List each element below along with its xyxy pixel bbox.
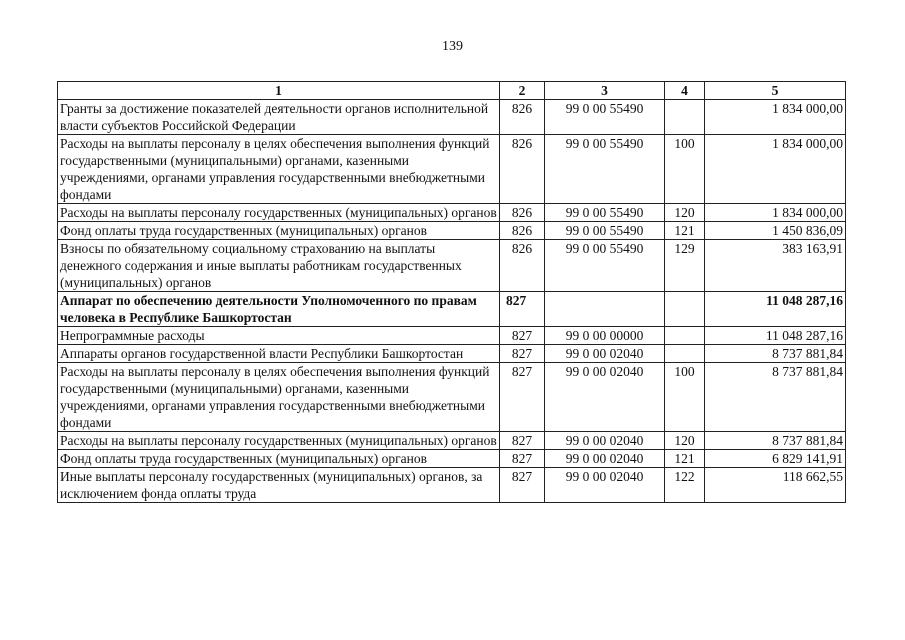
table-row bbox=[58, 468, 846, 503]
row-expense-type: 120 bbox=[665, 204, 705, 222]
row-target-code: 99 0 00 02040 bbox=[545, 450, 665, 468]
header-row bbox=[58, 82, 846, 100]
row-expense-type: 121 bbox=[665, 222, 705, 240]
column-header-3: 3 bbox=[545, 82, 665, 100]
column-header-1: 1 bbox=[58, 82, 500, 100]
row-expense-type: 100 bbox=[665, 135, 705, 204]
row-department-code: 827 bbox=[500, 432, 545, 450]
row-amount: 11 048 287,16 bbox=[705, 327, 846, 345]
row-name: Фонд оплаты труда государственных (муниципальных) органов bbox=[58, 222, 500, 240]
row-name: Расходы на выплаты персоналу государственных (муниципальных) органов bbox=[58, 432, 500, 450]
row-name: Расходы на выплаты персоналу в целях обеспечения выполнения функций государственными (муниципальными) органами, казенными учреждениями, органами управления государственными внебюджетными фондами bbox=[58, 363, 500, 432]
row-name: Аппараты органов государственной власти Республики Башкортостан bbox=[58, 345, 500, 363]
row-name: Фонд оплаты труда государственных (муниципальных) органов bbox=[58, 450, 500, 468]
row-amount: 1 834 000,00 bbox=[705, 204, 846, 222]
row-target-code: 99 0 00 00000 bbox=[545, 327, 665, 345]
row-target-code: 99 0 00 55490 bbox=[545, 100, 665, 135]
row-department-code: 826 bbox=[500, 204, 545, 222]
row-name: Аппарат по обеспечению деятельности Уполномоченного по правам человека в Республике Башкортостан bbox=[58, 292, 500, 327]
row-amount: 8 737 881,84 bbox=[705, 345, 846, 363]
table-row bbox=[58, 204, 846, 222]
row-amount: 6 829 141,91 bbox=[705, 450, 846, 468]
row-amount: 1 450 836,09 bbox=[705, 222, 846, 240]
row-target-code: 99 0 00 02040 bbox=[545, 345, 665, 363]
row-department-code: 826 bbox=[500, 222, 545, 240]
table-row bbox=[58, 135, 846, 204]
table-header bbox=[58, 82, 846, 100]
budget-table bbox=[57, 81, 846, 503]
row-expense-type: 120 bbox=[665, 432, 705, 450]
row-department-code: 826 bbox=[500, 240, 545, 292]
row-department-code: 826 bbox=[500, 100, 545, 135]
table-row bbox=[58, 432, 846, 450]
table-row bbox=[58, 100, 846, 135]
row-name: Непрограммные расходы bbox=[58, 327, 500, 345]
row-target-code: 99 0 00 02040 bbox=[545, 432, 665, 450]
row-name: Расходы на выплаты персоналу в целях обеспечения выполнения функций государственными (муниципальными) органами, казенными учреждениями, органами управления государственными внебюджетными фондами bbox=[58, 135, 500, 204]
row-target-code: 99 0 00 55490 bbox=[545, 222, 665, 240]
row-expense-type bbox=[665, 292, 705, 327]
row-amount: 1 834 000,00 bbox=[705, 100, 846, 135]
row-department-code: 826 bbox=[500, 135, 545, 204]
row-target-code: 99 0 00 55490 bbox=[545, 240, 665, 292]
table-row bbox=[58, 292, 846, 327]
page-number: 139 bbox=[442, 39, 463, 54]
row-target-code: 99 0 00 55490 bbox=[545, 135, 665, 204]
row-target-code bbox=[545, 292, 665, 327]
row-name: Расходы на выплаты персоналу государственных (муниципальных) органов bbox=[58, 204, 500, 222]
row-expense-type bbox=[665, 327, 705, 345]
row-expense-type: 122 bbox=[665, 468, 705, 503]
row-expense-type: 129 bbox=[665, 240, 705, 292]
row-expense-type bbox=[665, 345, 705, 363]
row-name: Иные выплаты персоналу государственных (муниципальных) органов, за исключением фонда оплаты труда bbox=[58, 468, 500, 503]
column-header-2: 2 bbox=[500, 82, 545, 100]
row-amount: 1 834 000,00 bbox=[705, 135, 846, 204]
row-target-code: 99 0 00 02040 bbox=[545, 468, 665, 503]
table-row bbox=[58, 450, 846, 468]
table-row bbox=[58, 363, 846, 432]
row-amount: 11 048 287,16 bbox=[705, 292, 846, 327]
column-header-4: 4 bbox=[665, 82, 705, 100]
row-department-code: 827 bbox=[500, 450, 545, 468]
row-amount: 8 737 881,84 bbox=[705, 363, 846, 432]
table-row bbox=[58, 240, 846, 292]
row-expense-type: 121 bbox=[665, 450, 705, 468]
table-row bbox=[58, 327, 846, 345]
row-target-code: 99 0 00 55490 bbox=[545, 204, 665, 222]
row-expense-type bbox=[665, 100, 705, 135]
row-name: Взносы по обязательному социальному страхованию на выплаты денежного содержания и иные выплаты работникам государственных (муниципальных) органов bbox=[58, 240, 500, 292]
row-amount: 383 163,91 bbox=[705, 240, 846, 292]
table-row bbox=[58, 345, 846, 363]
column-header-5: 5 bbox=[705, 82, 846, 100]
row-amount: 118 662,55 bbox=[705, 468, 846, 503]
row-department-code: 827 bbox=[500, 292, 545, 327]
table-row bbox=[58, 222, 846, 240]
table-body bbox=[58, 100, 846, 503]
row-department-code: 827 bbox=[500, 327, 545, 345]
row-department-code: 827 bbox=[500, 345, 545, 363]
row-department-code: 827 bbox=[500, 363, 545, 432]
row-name: Гранты за достижение показателей деятельности органов исполнительной власти субъектов Российской Федерации bbox=[58, 100, 500, 135]
row-expense-type: 100 bbox=[665, 363, 705, 432]
row-target-code: 99 0 00 02040 bbox=[545, 363, 665, 432]
row-department-code: 827 bbox=[500, 468, 545, 503]
row-amount: 8 737 881,84 bbox=[705, 432, 846, 450]
